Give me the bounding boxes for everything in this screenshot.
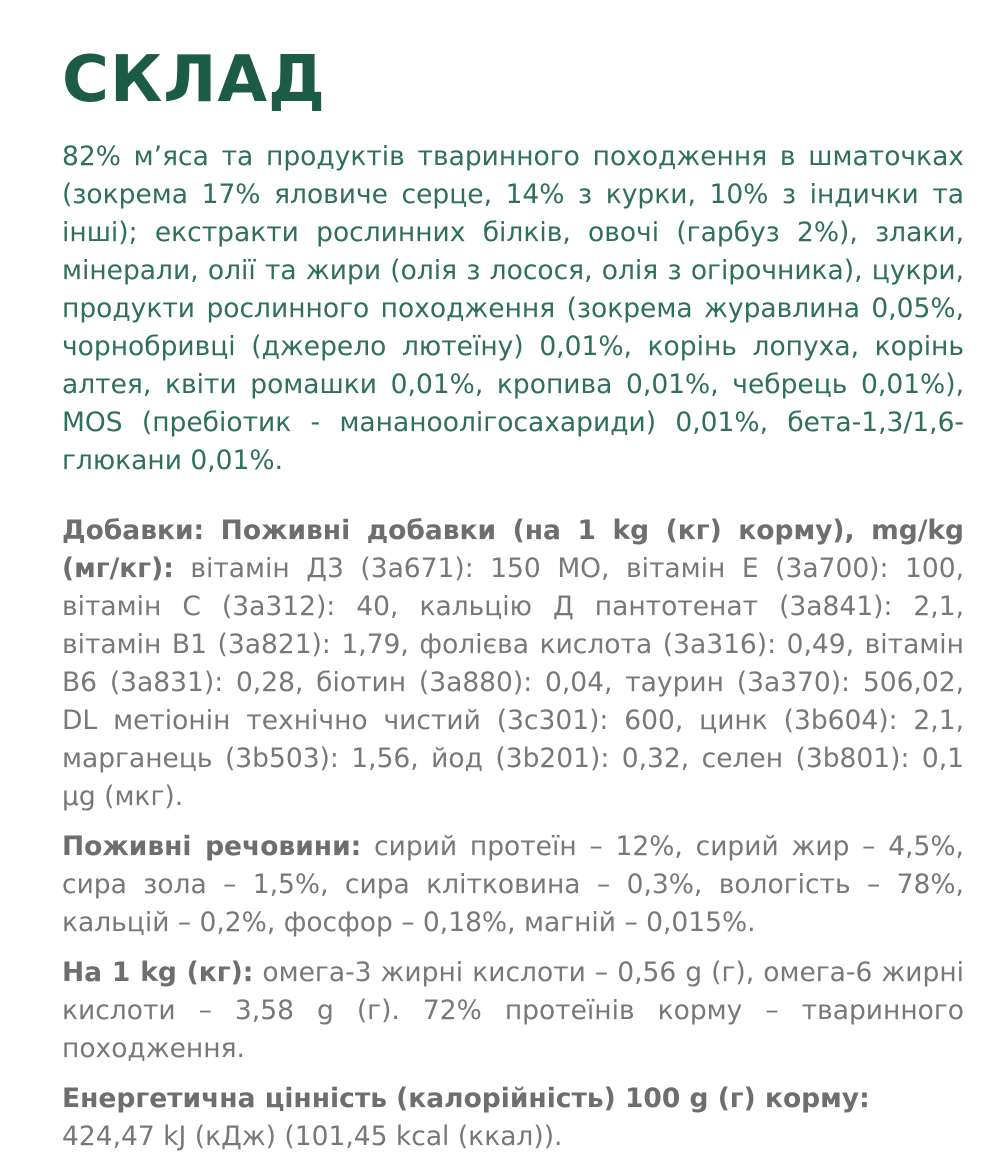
nutrients-lead: Поживні речовини:	[62, 831, 362, 862]
additives-paragraph	[62, 512, 964, 816]
nutrients-paragraph	[62, 828, 964, 942]
per-kg-body: омега-3 жирні кислоти – 0,56 g (г), омега-6 жирні кислоти – 3,58 g (г). 72% протеїнів корму – тваринного походження.	[62, 957, 965, 1064]
nutrients-body: сирий протеїн – 12%, сирий жир – 4,5%, сира зола – 1,5%, сира клітковина – 0,3%, вологість – 78%, кальцій – 0,2%, фосфор – 0,18%, магній – 0,015%.	[62, 831, 964, 938]
composition-paragraph: 82% м’яса та продуктів тваринного походження в шматочках (зокрема 17% яловиче серце, 14% з курки, 10% з індички та інші); екстракти рослинних білків, овочі (гарбуз 2%), злаки, мінерали, олії та жири (олія з лосося, олія з огірочника), цукри, продукти рослинного походження (зокрема журавлина 0,05%, чорнобривці (джерело лютеїну) 0,01%, корінь лопуха, корінь алтея, квіти ромашки 0,01%, кропива 0,01%, чебрець 0,01%), MOS (пребіотик - мананоолігосахариди) 0,01%, бета-1,3/1,6-глюкани 0,01%.	[62, 141, 964, 476]
energy-value: 424,47 kJ (кДж) (101,45 kcal (ккал)).	[62, 1121, 563, 1152]
energy-paragraph	[62, 1080, 964, 1156]
page-title: СКЛАД	[62, 43, 326, 117]
additives-body: вітамін Д3 (3a671): 150 МО, вітамін Е (3a700): 100, вітамін С (3a312): 40, кальцію Д пантотенат (3a841): 2,1, вітамін В1 (3a821): 1,79, фолієва кислота (3a316): 0,49, вітамін В6 (3a831): 0,28, біотин (3a880): 0,04, таурин (3a370): 506,02, DL метіонін технічно чистий (3c301): 600, цинк (3b604): 2,1, марганець (3b503): 1,56, йод (3b201): 0,32, селен (3b801): 0,1 µg (мкг).	[62, 553, 964, 812]
per-kg-lead: На 1 kg (кг):	[62, 957, 254, 988]
energy-lead: Енергетична цінність (калорійність) 100 g (г) корму:	[62, 1083, 870, 1114]
per-kg-paragraph	[62, 954, 964, 1068]
additives-lead: Добавки: Поживні добавки (на 1 kg (кг) корму), mg/kg (мг/кг):	[62, 515, 964, 584]
